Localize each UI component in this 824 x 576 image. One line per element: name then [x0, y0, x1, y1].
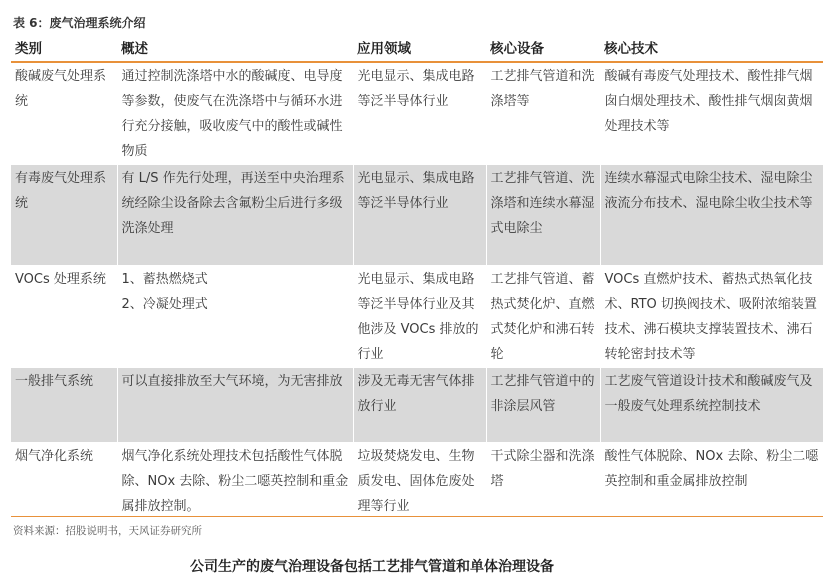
cell-technology: 工艺废气管道设计技术和酸碱废气及一般废气处理系统控制技术: [600, 368, 823, 443]
cell-application: 涉及无毒无害气体排放行业: [353, 368, 486, 443]
cell-category: 有毒废气处理系统: [11, 165, 117, 266]
cell-equipment: 工艺排气管道、蓄热式焚化炉、直燃式焚化炉和沸石转轮: [486, 266, 600, 368]
header-equipment: 核心设备: [486, 37, 600, 62]
cell-equipment: 工艺排气管道、洗涤塔和连续水幕湿式电除尘: [486, 165, 600, 266]
cell-overview: [117, 266, 353, 368]
table-title: 表 6：废气治理系统介绍: [13, 16, 146, 30]
cell-category: 酸碱废气处理系统: [11, 62, 117, 165]
cell-technology: 酸碱有毒废气处理技术、酸性排气烟囱白烟处理技术、酸性排气烟囱黄烟处理技术等: [604, 69, 813, 134]
cell-overview: 烟气净化系统处理技术包括酸性气体脱除、NOx 去除、粉尘二噁英控制和重金属排放控制。: [117, 443, 353, 520]
table-row: [11, 266, 823, 368]
cell-application: 光电显示、集成电路等泛半导体行业: [353, 62, 486, 165]
table-row: [11, 443, 823, 520]
cell-application: 垃圾焚烧发电、生物质发电、固体危废处理等行业: [353, 443, 486, 520]
cell-overview: 有 L/S 作先行处理，再送至中央治理系统经除尘设备除去含氟粉尘后进行多级洗涤处理: [117, 165, 353, 266]
overview-list-item: 2、冷凝处理式: [121, 297, 208, 312]
cell-application: 光电显示、集成电路等泛半导体行业: [353, 165, 486, 266]
cell-equipment: 工艺排气管道和洗涤塔等: [486, 62, 600, 165]
figure-caption: 公司生产的废气治理设备包括工艺排气管道和单体治理设备: [190, 559, 554, 575]
overview-list-item: 1、蓄热燃烧式: [121, 272, 208, 287]
table-row: [11, 165, 823, 266]
source-note: 资料来源：招股说明书，天风证券研究所: [13, 525, 202, 537]
cell-application: 光电显示、集成电路等泛半导体行业及其他涉及 VOCs 排放的行业: [353, 266, 486, 368]
cell-category: VOCs 处理系统: [11, 266, 117, 368]
cell-equipment: 工艺排气管道中的非涂层风管: [486, 368, 600, 443]
cell-overview: 可以直接排放至大气环境，为无害排放: [117, 368, 353, 443]
cell-technology: VOCs 直燃炉技术、蓄热式热氧化技术、RTO 切换阀技术、吸附浓缩装置技术、沸石模块支撑装置技术、沸石转轮密封技术等: [604, 272, 817, 362]
cell-category: 一般排气系统: [11, 368, 117, 443]
header-row: [11, 37, 823, 62]
header-application: 应用领域: [353, 37, 486, 62]
cell-overview: 通过控制洗涤塔中水的酸碱度、电导度等参数，使废气在洗涤塔中与循环水进行充分接触，吸收废气中的酸性或碱性物质: [117, 62, 353, 165]
cell-equipment: 干式除尘器和洗涤塔: [486, 443, 600, 520]
header-overview: 概述: [117, 37, 353, 62]
table-row: [11, 62, 823, 165]
header-category: 类别: [11, 37, 117, 62]
header-technology: 核心技术: [600, 37, 823, 62]
exhaust-treatment-table: [11, 37, 823, 520]
cell-technology: 连续水幕湿式电除尘技术、湿电除尘液流分布技术、湿电除尘收尘技术等: [600, 165, 823, 266]
cell-technology: 酸性气体脱除、NOx 去除、粉尘二噁英控制和重金属排放控制: [604, 449, 819, 489]
table-row: [11, 368, 823, 443]
cell-category: 烟气净化系统: [11, 443, 117, 520]
table-bottom-rule: [11, 516, 823, 517]
